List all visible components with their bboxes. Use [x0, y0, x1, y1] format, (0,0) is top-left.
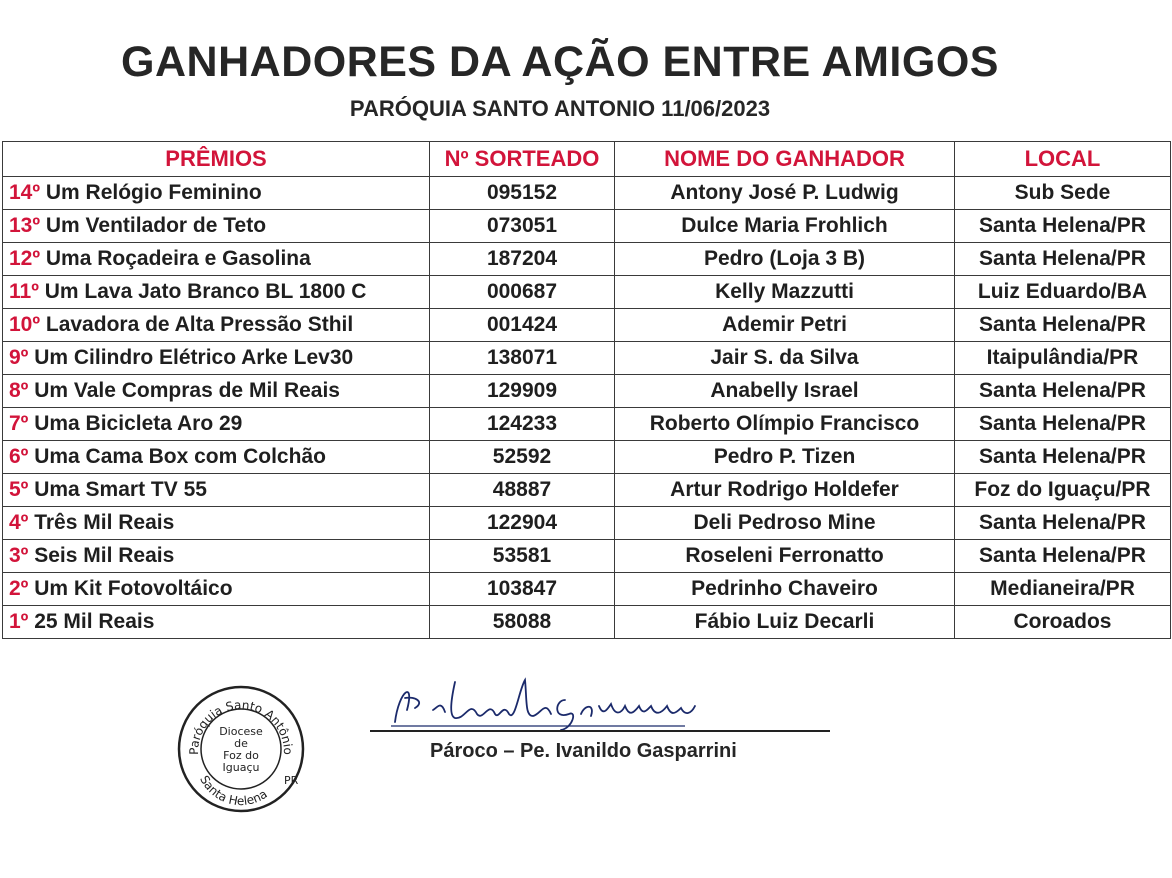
winner-name-cell: Kelly Mazzutti — [615, 276, 955, 309]
drawn-number-cell: 122904 — [430, 507, 615, 540]
location-cell: Medianeira/PR — [955, 573, 1171, 606]
prize-description: Um Ventilador de Teto — [45, 214, 267, 237]
table-row — [3, 276, 1171, 309]
table-row — [3, 408, 1171, 441]
table-row — [3, 474, 1171, 507]
location-cell: Santa Helena/PR — [955, 309, 1171, 342]
table-row — [3, 342, 1171, 375]
winner-name-cell: Fábio Luiz Decarli — [615, 606, 955, 639]
table-row — [3, 177, 1171, 210]
prize-description: Uma Cama Box com Colchão — [34, 445, 326, 468]
header-premios: PRÊMIOS — [3, 142, 430, 177]
table-row — [3, 606, 1171, 639]
table-row — [3, 573, 1171, 606]
signature-line — [370, 730, 830, 732]
location-cell: Santa Helena/PR — [955, 210, 1171, 243]
drawn-number-cell: 103847 — [430, 573, 615, 606]
parish-seal — [176, 684, 306, 814]
winner-name-cell: Antony José P. Ludwig — [615, 177, 955, 210]
winners-table — [2, 141, 1171, 639]
location-cell: Santa Helena/PR — [955, 507, 1171, 540]
prize-rank: 12º — [9, 247, 41, 270]
prize-rank: 13º — [9, 214, 41, 237]
header-numero-sorteado: Nº SORTEADO — [430, 142, 615, 177]
drawn-number-cell: 58088 — [430, 606, 615, 639]
prize-rank: 7º — [9, 412, 29, 435]
prize-rank: 5º — [9, 478, 29, 501]
drawn-number-cell: 129909 — [430, 375, 615, 408]
prize-cell — [3, 210, 430, 243]
table-row — [3, 243, 1171, 276]
prize-cell — [3, 375, 430, 408]
drawn-number-cell: 124233 — [430, 408, 615, 441]
winner-name-cell: Jair S. da Silva — [615, 342, 955, 375]
drawn-number-cell: 001424 — [430, 309, 615, 342]
winner-name-cell: Pedro P. Tizen — [615, 441, 955, 474]
location-cell: Coroados — [955, 606, 1171, 639]
table-row — [3, 507, 1171, 540]
footer — [0, 670, 1172, 830]
location-cell: Santa Helena/PR — [955, 375, 1171, 408]
winner-name-cell: Roseleni Ferronatto — [615, 540, 955, 573]
winner-name-cell: Anabelly Israel — [615, 375, 955, 408]
prize-rank: 6º — [9, 445, 29, 468]
prize-cell — [3, 177, 430, 210]
prize-rank: 9º — [9, 346, 29, 369]
winner-name-cell: Pedrinho Chaveiro — [615, 573, 955, 606]
prize-cell — [3, 342, 430, 375]
prize-description: Um Lava Jato Branco BL 1800 C — [44, 280, 367, 303]
prize-rank: 4º — [9, 511, 29, 534]
prize-description: Um Cilindro Elétrico Arke Lev30 — [34, 346, 354, 369]
prize-description: Três Mil Reais — [34, 511, 175, 534]
winner-name-cell: Roberto Olímpio Francisco — [615, 408, 955, 441]
prize-rank: 14º — [9, 181, 41, 204]
drawn-number-cell: 073051 — [430, 210, 615, 243]
seal-inner-line: de — [234, 737, 248, 750]
prize-rank: 8º — [9, 379, 29, 402]
page-subtitle: PARÓQUIA SANTO ANTONIO 11/06/2023 — [349, 96, 771, 121]
prize-description: Um Relógio Feminino — [45, 181, 262, 204]
header-nome-ganhador: NOME DO GANHADOR — [615, 142, 955, 177]
drawn-number-cell: 48887 — [430, 474, 615, 507]
prize-cell — [3, 408, 430, 441]
winner-name-cell: Dulce Maria Frohlich — [615, 210, 955, 243]
prize-description: Uma Bicicleta Aro 29 — [34, 412, 243, 435]
prize-description: Lavadora de Alta Pressão Sthil — [45, 313, 354, 336]
seal-inner-line: Diocese — [219, 725, 263, 738]
prize-description: Uma Smart TV 55 — [34, 478, 207, 501]
prize-cell — [3, 507, 430, 540]
signer-name: Pároco – Pe. Ivanildo Gasparrini — [430, 740, 737, 762]
page-title: GANHADORES DA AÇÃO ENTRE AMIGOS — [121, 38, 999, 86]
location-cell: Luiz Eduardo/BA — [955, 276, 1171, 309]
location-cell: Itaipulândia/PR — [955, 342, 1171, 375]
prize-cell — [3, 243, 430, 276]
prize-description: Um Vale Compras de Mil Reais — [34, 379, 340, 402]
location-cell: Sub Sede — [955, 177, 1171, 210]
drawn-number-cell: 53581 — [430, 540, 615, 573]
handwritten-signature — [385, 670, 785, 730]
seal-top-text: Paróquia Santo Antônio — [186, 697, 296, 755]
drawn-number-cell: 138071 — [430, 342, 615, 375]
prize-cell — [3, 540, 430, 573]
seal-inner-line: Iguaçu — [222, 761, 260, 774]
prize-description: Seis Mil Reais — [34, 544, 175, 567]
drawn-number-cell: 000687 — [430, 276, 615, 309]
prize-cell — [3, 573, 430, 606]
table-row — [3, 309, 1171, 342]
drawn-number-cell: 095152 — [430, 177, 615, 210]
table-row — [3, 441, 1171, 474]
winner-name-cell: Deli Pedroso Mine — [615, 507, 955, 540]
seal-bottom-text: Santa Helena — [197, 773, 270, 809]
seal-inner-line: Foz do — [223, 749, 259, 762]
location-cell: Santa Helena/PR — [955, 540, 1171, 573]
location-cell: Santa Helena/PR — [955, 441, 1171, 474]
winner-name-cell: Ademir Petri — [615, 309, 955, 342]
table-row — [3, 540, 1171, 573]
header-local: LOCAL — [955, 142, 1171, 177]
prize-rank: 3º — [9, 544, 29, 567]
drawn-number-cell: 187204 — [430, 243, 615, 276]
seal-state-text: PR — [284, 774, 299, 787]
prize-cell — [3, 441, 430, 474]
prize-description: Um Kit Fotovoltáico — [34, 577, 233, 600]
location-cell: Santa Helena/PR — [955, 408, 1171, 441]
prize-cell — [3, 276, 430, 309]
winner-name-cell: Artur Rodrigo Holdefer — [615, 474, 955, 507]
drawn-number-cell: 52592 — [430, 441, 615, 474]
location-cell: Foz do Iguaçu/PR — [955, 474, 1171, 507]
table-header-row — [3, 142, 1171, 177]
prize-cell — [3, 606, 430, 639]
prize-rank: 10º — [9, 313, 41, 336]
prize-description: Uma Roçadeira e Gasolina — [45, 247, 311, 270]
prize-cell — [3, 309, 430, 342]
prize-description: 25 Mil Reais — [34, 610, 155, 633]
winner-name-cell: Pedro (Loja 3 B) — [615, 243, 955, 276]
prize-rank: 1º — [9, 610, 29, 633]
prize-rank: 2º — [9, 577, 29, 600]
prize-cell — [3, 474, 430, 507]
table-row — [3, 210, 1171, 243]
prize-rank: 11º — [9, 280, 39, 303]
location-cell: Santa Helena/PR — [955, 243, 1171, 276]
table-row — [3, 375, 1171, 408]
